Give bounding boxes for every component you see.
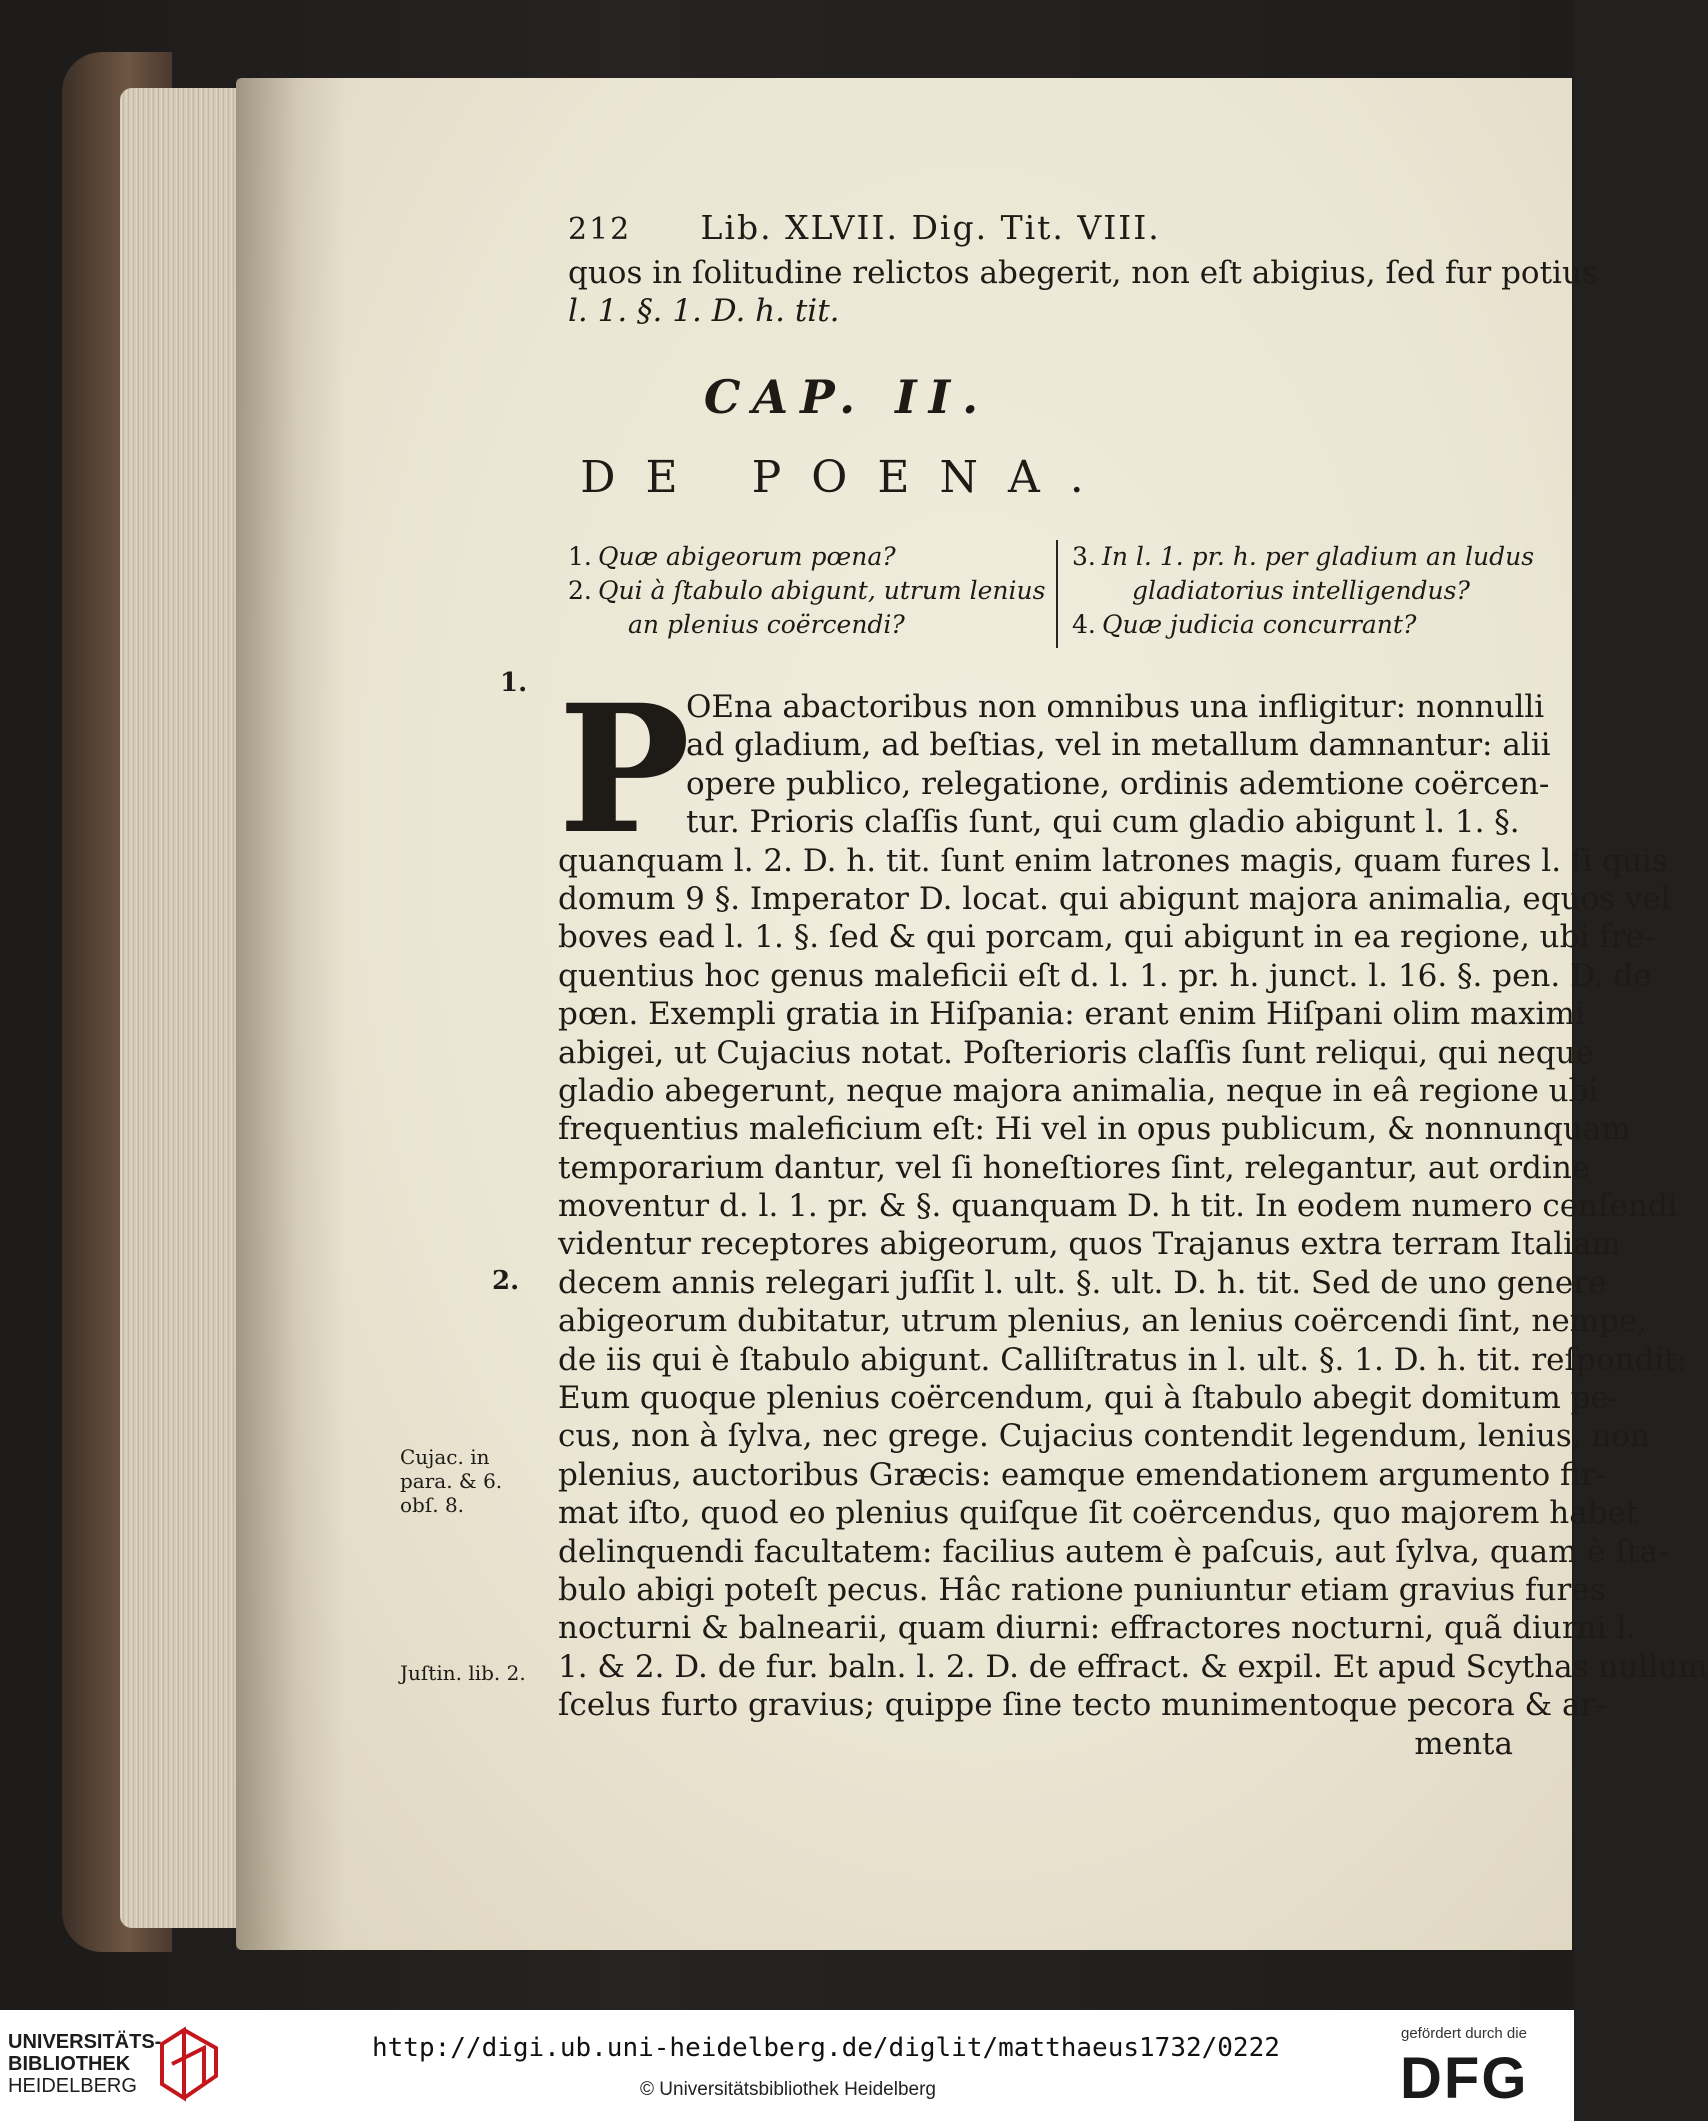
summary-item: 2. Qui à ſtabulo abigunt, utrum lenius	[568, 576, 1046, 605]
text-line: ad gladium, ad beſtias, vel in metallum damnantur: alii	[686, 727, 1551, 764]
copyright-text: © Universitätsbibliothek Heidelberg	[640, 2079, 936, 2100]
text-line: quanquam l. 2. D. h. tit. ſunt enim latrones magis, quam fures l. ſi quis	[558, 842, 1668, 879]
text-line: boves ead l. 1. §. ſed & qui porcam, qui abigunt in ea regione, ubi fre-	[558, 919, 1655, 956]
text-line: frequentius maleficium eſt: Hi vel in opus publicum, & nonnunquam	[558, 1111, 1631, 1148]
text-line: domum 9 §. Imperator D. locat. qui abigunt majora animalia, equos vel	[558, 880, 1671, 917]
continuation-text	[568, 254, 1598, 330]
text-line: abigei, ut Cujacius notat. Poſterioris claſſis ſunt reliqui, qui neque	[558, 1034, 1594, 1071]
margin-number: 2.	[492, 1266, 520, 1296]
dfg-logo-text: DFG	[1400, 2046, 1529, 2111]
text-line: gladio abegerunt, neque majora animalia, neque in eâ regione ubi	[558, 1072, 1599, 1109]
summary-item: 1. Quæ abigeorum pœna?	[568, 542, 896, 571]
page-edges	[120, 88, 255, 1928]
ub-heidelberg-logo-icon	[158, 2024, 220, 2104]
margin-note-line: Cujac. in	[400, 1445, 490, 1469]
text-line: opere publico, relegatione, ordinis ademtione coërcen-	[686, 765, 1550, 802]
text-line: quos in ſolitudine relictos abegerit, non eſt abigius, ſed fur potius	[568, 255, 1598, 291]
margin-note-line: obſ. 8.	[400, 1493, 465, 1517]
text-line: tur. Prioris claſſis ſunt, qui cum gladio abigunt l. 1. §.	[686, 804, 1520, 841]
dfg-logo[interactable]	[1400, 2046, 1550, 2111]
summary-item: 3. In l. 1. pr. h. per gladium an ludus	[1072, 542, 1535, 571]
gutter-shadow	[236, 78, 346, 1950]
text-line: abigeorum dubitatur, utrum plenius, an lenius coërcendi ſint, nempe,	[558, 1303, 1648, 1340]
text-line: temporarium dantur, vel ſi honeſtiores ſint, relegantur, aut ordine	[558, 1149, 1591, 1186]
margin-number: 1.	[500, 668, 528, 698]
text-line: delinquendi facultatem: facilius autem è paſcuis, aut ſylva, quam è ſta-	[558, 1533, 1669, 1570]
logo-line: HEIDELBERG	[8, 2075, 137, 2097]
section-title: DE POENA.	[580, 452, 1114, 503]
text-line: l. 1. §. 1. D. h. tit.	[568, 293, 840, 329]
university-library-logo[interactable]	[8, 2031, 161, 2097]
text-line: pœn. Exempli gratia in Hiſpania: erant enim Hiſpani olim maximi	[558, 996, 1585, 1033]
margin-note-line: Juſtin. lib. 2.	[400, 1661, 526, 1685]
chapter-title: CAP. II.	[703, 370, 991, 424]
text-line: de iis qui è ſtabulo abigunt. Calliſtratus in l. ult. §. 1. D. h. tit. reſpondit:	[558, 1341, 1688, 1378]
text-line: 1. & 2. D. de fur. baln. l. 2. D. de effract. & expil. Et apud Scythas nullum	[558, 1648, 1708, 1685]
text-line: quentius hoc genus maleficii eſt d. l. 1. pr. h. junct. l. 16. §. pen. D. de	[558, 957, 1652, 994]
summary-right-column	[1056, 540, 1536, 648]
text-line: bulo abigi poteſt pecus. Hâc ratione puniuntur etiam gravius fures	[558, 1571, 1606, 1608]
text-line: mat iſto, quod eo plenius quiſque ſit coërcendus, quo majorem habet	[558, 1495, 1639, 1532]
logo-line: BIBLIOTHEK	[8, 2053, 131, 2075]
text-line: videntur receptores abigeorum, quos Trajanus extra terram Italiam	[558, 1226, 1621, 1263]
text-line: moventur d. l. 1. pr. & §. quanquam D. h tit. In eodem numero cenſendi	[558, 1188, 1678, 1225]
text-line: OEna abactoribus non omnibus una infligitur: nonnulli	[686, 689, 1545, 725]
text-line: plenius, auctoribus Græcis: eamque emendationem argumento fir-	[558, 1456, 1606, 1493]
permalink-url[interactable]: http://digi.ub.uni-heidelberg.de/diglit/matthaeus1732/0222	[372, 2033, 1280, 2063]
text-line: nocturni & balnearii, quam diurni: effractores nocturni, quã diurni l.	[558, 1610, 1637, 1647]
logo-line: UNIVERSITÄTS-	[8, 2031, 162, 2053]
text-line: cus, non à ſylva, nec grege. Cujacius contendit legendum, lenius, non	[558, 1418, 1651, 1455]
text-line: decem annis relegari juſſit l. ult. §. ult. D. h. tit. Sed de uno genere	[558, 1264, 1607, 1301]
footer-bar	[0, 2010, 1574, 2121]
page-number: 212	[568, 212, 632, 247]
summary-item: an plenius coërcendi?	[628, 610, 905, 639]
body-text	[558, 666, 1708, 1763]
summary-item: gladiatorius intelligendus?	[1132, 576, 1470, 605]
drop-cap: P	[558, 666, 691, 873]
running-head	[568, 208, 1368, 247]
running-head-title: Lib. XLVII. Dig. Tit. VIII.	[700, 208, 1161, 247]
catchword: menta	[1414, 1725, 1513, 1762]
text-line: ſcelus furto gravius; quippe ſine tecto munimentoque pecora & ar-	[558, 1687, 1606, 1724]
summary-item: 4. Quæ judicia concurrant?	[1072, 610, 1417, 639]
funded-by-label: gefördert durch die	[1401, 2025, 1527, 2042]
chapter-summary	[568, 540, 1535, 650]
text-line: Eum quoque plenius coërcendum, qui à ſtabulo abegit domitum pe-	[558, 1380, 1620, 1417]
margin-note-line: para. & 6.	[400, 1469, 503, 1493]
summary-left-column	[568, 540, 1046, 642]
